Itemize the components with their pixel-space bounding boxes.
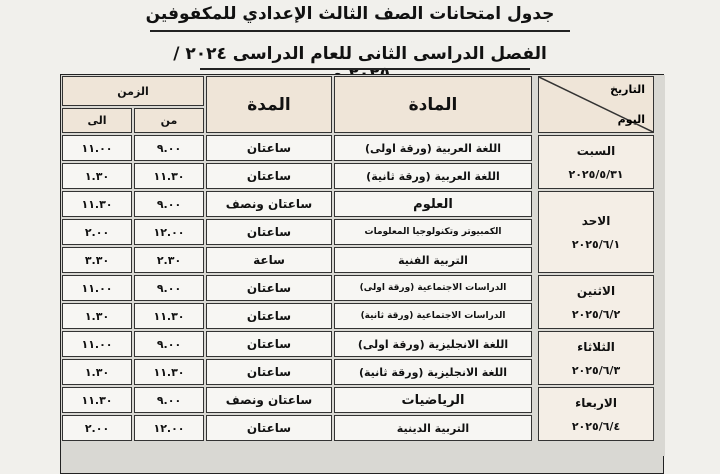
start-time: ٩.٠٠ — [134, 275, 204, 301]
day-date: ٢٠٢٥/٦/٢ — [571, 307, 621, 321]
start-time: ١٢.٠٠ — [134, 219, 204, 245]
start-time: ١١.٣٠ — [134, 359, 204, 385]
day-date: ٢٠٢٥/٥/٣١ — [568, 167, 624, 181]
end-time: ٢.٠٠ — [62, 415, 132, 441]
day-date: ٢٠٢٥/٦/٣ — [571, 363, 621, 377]
exam-subject: اللغة العربية (ورقة اولى) — [334, 135, 532, 161]
date-day-header — [538, 76, 654, 133]
exam-subject: اللغة الانجليزية (ورقة اولى) — [334, 331, 532, 357]
end-time: ١.٣٠ — [62, 163, 132, 189]
day-label: اليوم — [617, 113, 645, 126]
end-time: ١١.٣٠ — [62, 387, 132, 413]
day-name: الاثنين — [576, 283, 616, 298]
end-time: ١١.٠٠ — [62, 135, 132, 161]
day-cell — [538, 331, 654, 385]
exam-duration: ساعتان — [206, 415, 332, 441]
exam-duration: ساعتان ونصف — [206, 387, 332, 413]
from-header: من — [134, 108, 204, 133]
exam-duration: ساعتان — [206, 163, 332, 189]
exam-subject: الدراسات الاجتماعية (ورقة ثانية) — [334, 303, 532, 329]
day-name: الاربعاء — [575, 395, 617, 410]
day-name: الاحد — [581, 213, 611, 228]
day-date: ٢٠٢٥/٦/٤ — [571, 419, 621, 433]
day-name: السبت — [576, 143, 616, 158]
start-time: ٩.٠٠ — [134, 331, 204, 357]
day-cell — [538, 135, 654, 189]
exam-subject: التربية الفنية — [334, 247, 532, 273]
end-time: ٣.٣٠ — [62, 247, 132, 273]
exam-subject: الرياضيات — [334, 387, 532, 413]
day-date: ٢٠٢٥/٦/١ — [571, 237, 621, 251]
end-time: ١.٣٠ — [62, 303, 132, 329]
exam-duration: ساعتان — [206, 135, 332, 161]
start-time: ٩.٠٠ — [134, 387, 204, 413]
exam-subject: اللغة العربية (ورقة ثانية) — [334, 163, 532, 189]
end-time: ١١.٣٠ — [62, 191, 132, 217]
end-time: ١١.٠٠ — [62, 275, 132, 301]
time-header: الزمن — [62, 76, 204, 106]
day-cell — [538, 387, 654, 441]
exam-duration: ساعة — [206, 247, 332, 273]
start-time: ١٢.٠٠ — [134, 415, 204, 441]
exam-subject: التربية الدينية — [334, 415, 532, 441]
exam-duration: ساعتان — [206, 303, 332, 329]
to-header: الى — [62, 108, 132, 133]
start-time: ١١.٣٠ — [134, 303, 204, 329]
exam-subject: الدراسات الاجتماعية (ورقة اولى) — [334, 275, 532, 301]
exam-subject: اللغة الانجليزية (ورقة ثانية) — [334, 359, 532, 385]
schedule-subtitle: الفصل الدراسى الثانى للعام الدراسى ٢٠٢٤ / — [173, 44, 547, 64]
subtitle-underline — [200, 68, 530, 70]
subject-header: المادة — [334, 76, 532, 133]
exam-table — [60, 74, 664, 474]
start-time: ١١.٣٠ — [134, 163, 204, 189]
exam-subject: الكمبيوتر وتكنولوجيا المعلومات — [334, 219, 532, 245]
end-time: ١١.٠٠ — [62, 331, 132, 357]
duration-header: المدة — [206, 76, 332, 133]
title-underline — [150, 30, 570, 32]
exam-duration: ساعتان ونصف — [206, 191, 332, 217]
column-gap — [533, 75, 537, 456]
exam-duration: ساعتان — [206, 219, 332, 245]
end-time: ٢.٠٠ — [62, 219, 132, 245]
start-time: ٢.٣٠ — [134, 247, 204, 273]
day-cell — [538, 275, 654, 329]
start-time: ٩.٠٠ — [134, 135, 204, 161]
exam-duration: ساعتان — [206, 359, 332, 385]
exam-subject: العلوم — [334, 191, 532, 217]
right-margin — [655, 75, 665, 456]
exam-duration: ساعتان — [206, 331, 332, 357]
start-time: ٩.٠٠ — [134, 191, 204, 217]
day-name: الثلاثاء — [577, 339, 615, 354]
day-cell — [538, 191, 654, 273]
end-time: ١.٣٠ — [62, 359, 132, 385]
schedule-title: جدول امتحانات الصف الثالث الإعدادي للمكفوفين — [145, 4, 555, 24]
exam-duration: ساعتان — [206, 275, 332, 301]
date-label: التاريخ — [610, 83, 645, 96]
